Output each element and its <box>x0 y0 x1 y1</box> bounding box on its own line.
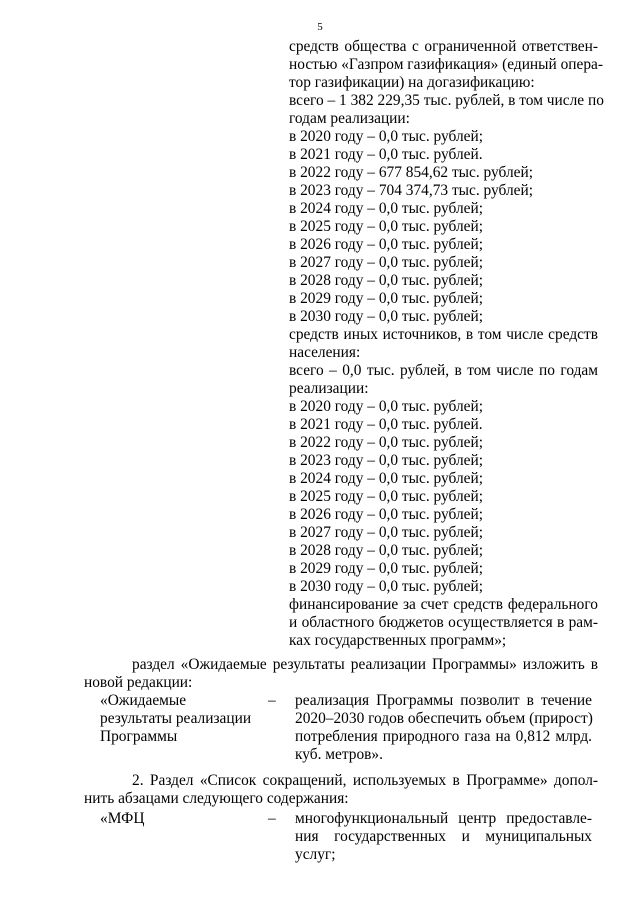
gazprom-year-2023: в 2023 году – 704 374,73 тыс. рублей; <box>289 182 533 199</box>
gazprom-year-2030: в 2030 году – 0,0 тыс. рублей; <box>289 308 483 325</box>
page-number: 5 <box>317 21 323 33</box>
gazprom-total-line-1: всего – 1 382 229,35 тыс. рублей, в том числе по <box>289 92 604 109</box>
other-total-line-1: всего – 0,0 тыс. рублей, в том числе по годам <box>289 362 598 379</box>
other-year-2024: в 2024 году – 0,0 тыс. рублей; <box>289 470 483 487</box>
gazprom-intro-line-1: средств общества с ограниченной ответствен- <box>289 38 598 55</box>
financing-line-1: финансирование за счет средств федерального <box>289 596 598 613</box>
gazprom-intro-line-2: ностью «Газпром газификация» (единый опера- <box>289 56 604 73</box>
other-year-2021: в 2021 году – 0,0 тыс. рублей. <box>289 416 483 433</box>
abbrev-definition-line-2: ния государственных и муниципальных <box>295 828 592 845</box>
gazprom-year-2026: в 2026 году – 0,0 тыс. рублей; <box>289 236 483 253</box>
other-year-2030: в 2030 году – 0,0 тыс. рублей; <box>289 578 483 595</box>
gazprom-year-2021: в 2021 году – 0,0 тыс. рублей. <box>289 146 483 163</box>
other-year-2029: в 2029 году – 0,0 тыс. рублей; <box>289 560 483 577</box>
abbrev-definition-line-1: многофункциональный центр предоставле- <box>295 810 592 827</box>
other-year-2022: в 2022 году – 0,0 тыс. рублей; <box>289 434 483 451</box>
other-total-line-2: реализации: <box>289 380 369 397</box>
other-year-2025: в 2025 году – 0,0 тыс. рублей; <box>289 488 483 505</box>
abbrev-term-dash: – <box>268 810 276 827</box>
results-term-line-1: «Ожидаемые <box>100 692 187 709</box>
gazprom-year-2022: в 2022 году – 677 854,62 тыс. рублей; <box>289 164 533 181</box>
gazprom-year-2029: в 2029 году – 0,0 тыс. рублей; <box>289 290 483 307</box>
other-year-2027: в 2027 году – 0,0 тыс. рублей; <box>289 524 483 541</box>
financing-line-2: и областного бюджетов осуществляется в рам- <box>289 614 598 631</box>
other-year-2023: в 2023 году – 0,0 тыс. рублей; <box>289 452 483 469</box>
results-paragraph-line-2: новой редакции: <box>84 674 193 691</box>
other-year-2020: в 2020 году – 0,0 тыс. рублей; <box>289 398 483 415</box>
financing-line-3: ках государственных программ»; <box>289 632 507 649</box>
abbrev-paragraph-line-1: 2. Раздел «Список сокращений, используемых в Программе» допол- <box>132 772 598 789</box>
other-year-2026: в 2026 году – 0,0 тыс. рублей; <box>289 506 483 523</box>
other-year-2028: в 2028 году – 0,0 тыс. рублей; <box>289 542 483 559</box>
results-term-dash: – <box>268 692 276 709</box>
gazprom-total-line-2: годам реализации: <box>289 110 410 127</box>
gazprom-year-2027: в 2027 году – 0,0 тыс. рублей; <box>289 254 483 271</box>
other-intro-line-2: населения: <box>289 344 361 361</box>
other-intro-line-1: средств иных источников, в том числе средств <box>289 326 598 343</box>
results-definition-line-1: реализация Программы позволит в течение <box>295 692 592 709</box>
results-paragraph-line-1: раздел «Ожидаемые результаты реализации Программы» изложить в <box>132 656 598 673</box>
gazprom-year-2024: в 2024 году – 0,0 тыс. рублей; <box>289 200 483 217</box>
results-definition-line-3: потребления природного газа на 0,812 млрд. <box>295 728 592 745</box>
results-term-line-2: результаты реализации <box>100 710 252 727</box>
gazprom-year-2020: в 2020 году – 0,0 тыс. рублей; <box>289 128 483 145</box>
results-definition-line-2: 2020–2030 годов обеспечить объем (прирост) <box>295 710 593 727</box>
results-definition-line-4: куб. метров». <box>295 746 383 763</box>
gazprom-intro-line-3: тор газификации) на догазификацию: <box>289 74 535 91</box>
abbrev-definition-line-3: услуг; <box>295 846 336 863</box>
gazprom-year-2025: в 2025 году – 0,0 тыс. рублей; <box>289 218 483 235</box>
abbrev-term-mfc: «МФЦ <box>100 810 145 827</box>
gazprom-year-2028: в 2028 году – 0,0 тыс. рублей; <box>289 272 483 289</box>
results-term-line-3: Программы <box>100 728 178 745</box>
abbrev-paragraph-line-2: нить абзацами следующего содержания: <box>84 790 349 807</box>
